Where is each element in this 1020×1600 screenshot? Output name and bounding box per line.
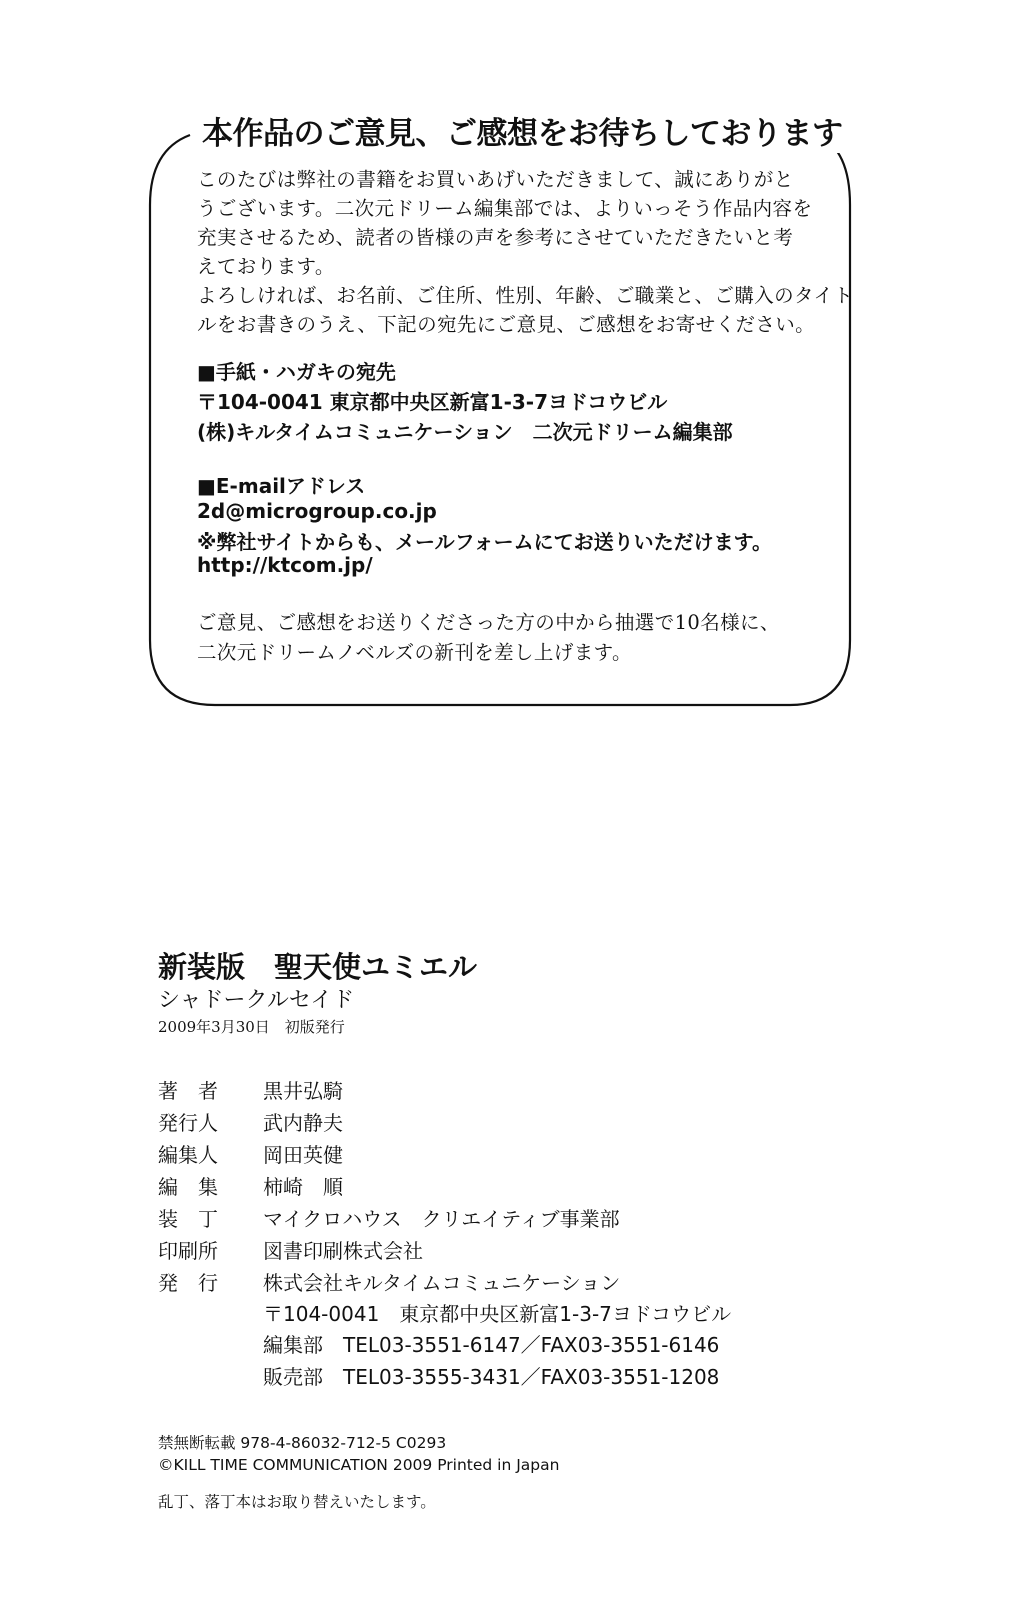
credit-value: 岡田英健 bbox=[263, 1143, 343, 1167]
intro-line-4: えております。 bbox=[197, 255, 335, 278]
intro-line-2: うございます。二次元ドリーム編集部では、よりいっそう作品内容を bbox=[197, 197, 813, 220]
credit-value: 図書印刷株式会社 bbox=[263, 1239, 423, 1263]
credit-label: 印刷所 bbox=[158, 1239, 218, 1263]
intro-line-1: このたびは弊社の書籍をお買いあげいただきまして、誠にありがと bbox=[197, 168, 794, 191]
editorial-contact: 編集部 TEL03-3551-6147／FAX03-3551-6146 bbox=[263, 1333, 720, 1357]
prize-line-1: ご意見、ご感想をお送りくださった方の中から抽選で10名様に、 bbox=[197, 611, 780, 634]
sales-contact: 販売部 TEL03-3555-3431／FAX03-3551-1208 bbox=[263, 1365, 720, 1389]
credit-publisher-person bbox=[158, 1107, 343, 1136]
isbn-line: 禁無断転載 978-4-86032-712-5 C0293 bbox=[158, 1434, 447, 1452]
mail-address: 〒104-0041 東京都中央区新富1-3-7ヨドコウビル bbox=[197, 390, 668, 414]
mail-heading: ■手紙・ハガキの宛先 bbox=[197, 360, 396, 384]
prize-line-2: 二次元ドリームノベルズの新刊を差し上げます。 bbox=[197, 641, 632, 664]
credit-label: 著 者 bbox=[158, 1079, 218, 1103]
intro-line-5: よろしければ、お名前、ご住所、性別、年齢、ご職業と、ご購入のタイト bbox=[197, 284, 854, 307]
credit-author bbox=[158, 1075, 343, 1104]
credit-label: 編集人 bbox=[158, 1143, 218, 1167]
email-address[interactable]: 2d@microgroup.co.jp bbox=[197, 499, 437, 523]
credit-value: マイクロハウス クリエイティブ事業部 bbox=[263, 1207, 620, 1231]
publisher-address: 〒104-0041 東京都中央区新富1-3-7ヨドコウビル bbox=[263, 1302, 732, 1326]
mail-recipient: (株)キルタイムコミュニケーション 二次元ドリーム編集部 bbox=[197, 420, 733, 444]
credit-value: 黒井弘騎 bbox=[263, 1079, 343, 1103]
site-note: ※弊社サイトからも、メールフォームにてお送りいただけます。 bbox=[197, 530, 773, 554]
book-title: 新装版 聖天使ユミエル bbox=[158, 950, 478, 984]
publication-date: 2009年3月30日 初版発行 bbox=[158, 1018, 345, 1036]
credit-value: 武内静夫 bbox=[263, 1111, 343, 1135]
replacement-note: 乱丁、落丁本はお取り替えいたします。 bbox=[158, 1493, 436, 1511]
copyright-line: ©KILL TIME COMMUNICATION 2009 Printed in Japan bbox=[158, 1456, 560, 1474]
credit-issuer bbox=[158, 1267, 620, 1296]
feedback-title: 本作品のご意見、ご感想をお待ちしております bbox=[196, 108, 848, 153]
credit-value: 株式会社キルタイムコミュニケーション bbox=[263, 1271, 621, 1295]
credit-label: 編 集 bbox=[158, 1175, 218, 1199]
email-heading: ■E-mailアドレス bbox=[197, 474, 366, 498]
intro-line-6: ルをお書きのうえ、下記の宛先にご意見、ご感想をお寄せください。 bbox=[197, 313, 816, 336]
site-url[interactable]: http://ktcom.jp/ bbox=[197, 553, 373, 577]
credit-label: 発行人 bbox=[158, 1111, 218, 1135]
credit-editor bbox=[158, 1171, 343, 1200]
credit-value: 柿崎 順 bbox=[263, 1175, 343, 1199]
credit-label: 発 行 bbox=[158, 1271, 218, 1295]
credit-design bbox=[158, 1203, 620, 1232]
book-subtitle: シャドークルセイド bbox=[158, 988, 355, 1013]
credit-chief-editor bbox=[158, 1139, 343, 1168]
credit-label: 装 丁 bbox=[158, 1207, 218, 1231]
intro-line-3: 充実させるため、読者の皆様の声を参考にさせていただきたいと考 bbox=[197, 226, 794, 249]
credit-printer bbox=[158, 1235, 423, 1264]
